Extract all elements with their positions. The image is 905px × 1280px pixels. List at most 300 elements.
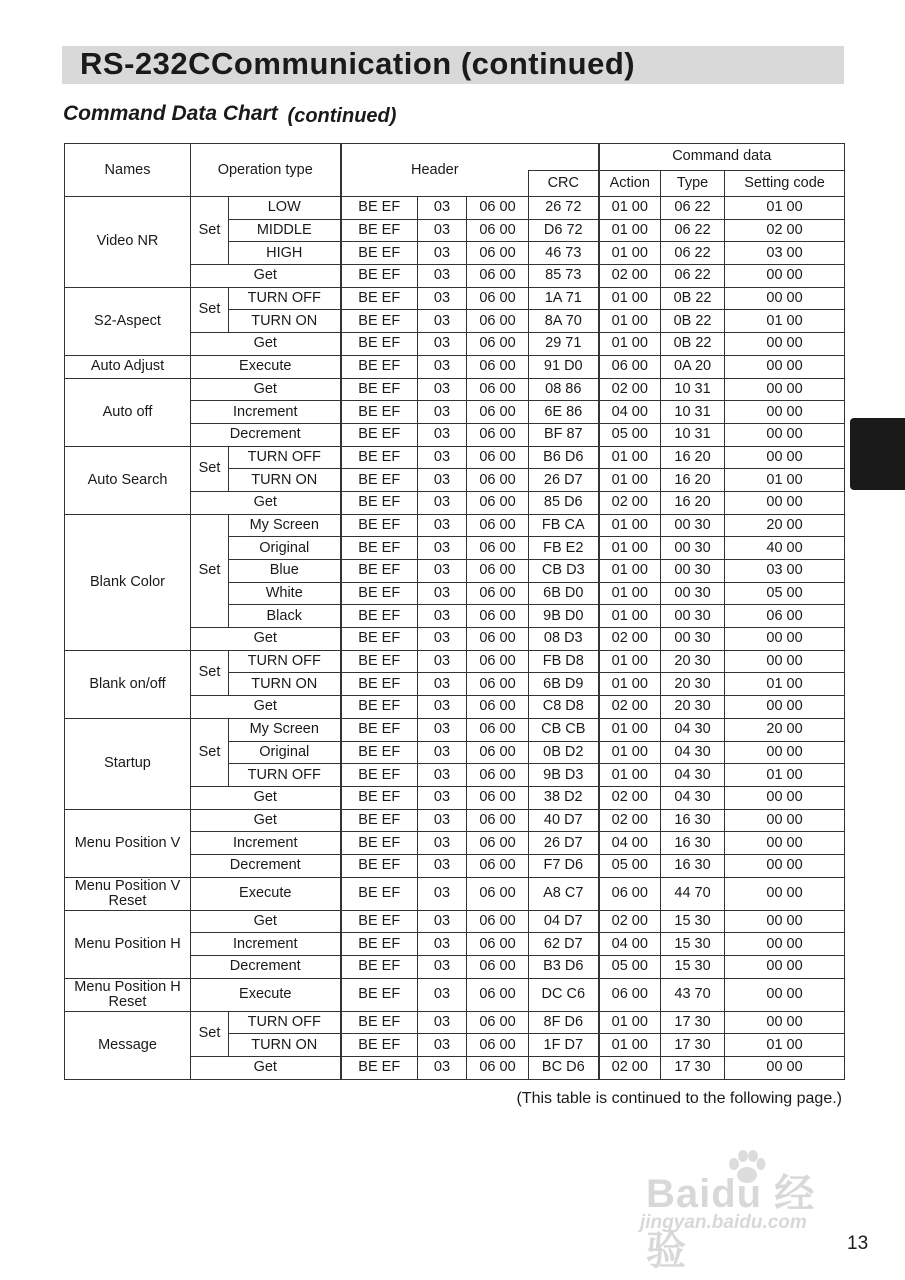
operation-set-cell: Set [191, 718, 229, 786]
operation-cell: Get [191, 491, 341, 514]
header-byte-cell: 06 00 [467, 956, 529, 979]
header-byte-cell: 03 [418, 355, 467, 378]
action-cell: 01 00 [599, 741, 661, 764]
operation-cell: Get [191, 378, 341, 401]
crc-cell: D6 72 [529, 219, 599, 242]
type-cell: 20 30 [661, 673, 725, 696]
header-byte-cell: 03 [418, 854, 467, 877]
action-cell: 01 00 [599, 1034, 661, 1057]
subtitle-main: Command Data Chart [63, 102, 278, 125]
setting-code-cell: 00 00 [725, 265, 845, 288]
header-operation-type: Operation type [191, 144, 341, 197]
action-cell: 02 00 [599, 378, 661, 401]
header-byte-cell: BE EF [341, 310, 418, 333]
header-byte-cell: 06 00 [467, 696, 529, 719]
operation-set-cell: Set [191, 197, 229, 265]
crc-cell: 26 D7 [529, 832, 599, 855]
type-cell: 00 30 [661, 605, 725, 628]
name-cell: Auto off [65, 378, 191, 446]
operation-option-cell: Original [229, 741, 341, 764]
header-byte-cell: 03 [418, 219, 467, 242]
action-cell: 01 00 [599, 560, 661, 583]
action-cell: 01 00 [599, 764, 661, 787]
type-cell: 06 22 [661, 219, 725, 242]
header-byte-cell: 06 00 [467, 809, 529, 832]
header-command-data: Command data [599, 144, 845, 171]
action-cell: 06 00 [599, 877, 661, 910]
setting-code-cell: 00 00 [725, 877, 845, 910]
operation-cell: Get [191, 1057, 341, 1080]
action-cell: 02 00 [599, 265, 661, 288]
action-cell: 02 00 [599, 809, 661, 832]
header-byte-cell: 06 00 [467, 933, 529, 956]
action-cell: 02 00 [599, 696, 661, 719]
setting-code-cell: 00 00 [725, 933, 845, 956]
crc-cell: C8 D8 [529, 696, 599, 719]
table-row [65, 978, 845, 1011]
type-cell: 0B 22 [661, 310, 725, 333]
table-row [65, 197, 845, 220]
setting-code-cell: 40 00 [725, 537, 845, 560]
setting-code-cell: 00 00 [725, 401, 845, 424]
watermark-url: jingyan.baidu.com [640, 1212, 807, 1233]
header-type: Type [661, 170, 725, 197]
type-cell: 04 30 [661, 786, 725, 809]
setting-code-cell: 00 00 [725, 786, 845, 809]
header-byte-cell: 06 00 [467, 242, 529, 265]
operation-set-cell: Set [191, 287, 229, 332]
operation-option-cell: TURN ON [229, 1034, 341, 1057]
type-cell: 43 70 [661, 978, 725, 1011]
setting-code-cell: 00 00 [725, 741, 845, 764]
crc-cell: 85 D6 [529, 491, 599, 514]
type-cell: 16 20 [661, 491, 725, 514]
action-cell: 01 00 [599, 650, 661, 673]
header-byte-cell: BE EF [341, 446, 418, 469]
setting-code-cell: 01 00 [725, 764, 845, 787]
command-data-table [64, 143, 845, 1080]
header-byte-cell: 03 [418, 469, 467, 492]
header-byte-cell: 03 [418, 741, 467, 764]
type-cell: 00 30 [661, 537, 725, 560]
action-cell: 05 00 [599, 423, 661, 446]
header-byte-cell: 06 00 [467, 560, 529, 583]
header-byte-cell: BE EF [341, 219, 418, 242]
type-cell: 04 30 [661, 718, 725, 741]
operation-option-cell: TURN ON [229, 673, 341, 696]
action-cell: 01 00 [599, 537, 661, 560]
operation-cell: Get [191, 696, 341, 719]
crc-cell: BF 87 [529, 423, 599, 446]
name-cell: Startup [65, 718, 191, 809]
header-action: Action [599, 170, 661, 197]
action-cell: 01 00 [599, 582, 661, 605]
table-row [65, 910, 845, 933]
action-cell: 01 00 [599, 718, 661, 741]
setting-code-cell: 01 00 [725, 310, 845, 333]
type-cell: 16 30 [661, 832, 725, 855]
header-byte-cell: 03 [418, 650, 467, 673]
header-byte-cell: 06 00 [467, 832, 529, 855]
operation-cell: Execute [191, 355, 341, 378]
header-byte-cell: BE EF [341, 673, 418, 696]
header-crc: CRC [529, 170, 599, 197]
action-cell: 01 00 [599, 1011, 661, 1034]
header-byte-cell: BE EF [341, 978, 418, 1011]
header-byte-cell: 06 00 [467, 469, 529, 492]
action-cell: 04 00 [599, 401, 661, 424]
type-cell: 04 30 [661, 741, 725, 764]
operation-option-cell: TURN OFF [229, 446, 341, 469]
header-byte-cell: 03 [418, 933, 467, 956]
type-cell: 10 31 [661, 423, 725, 446]
continuation-note: (This table is continued to the following page.) [516, 1090, 842, 1107]
header-byte-cell: 06 00 [467, 265, 529, 288]
action-cell: 06 00 [599, 355, 661, 378]
header-byte-cell: 06 00 [467, 1011, 529, 1034]
setting-code-cell: 00 00 [725, 378, 845, 401]
table-row [65, 877, 845, 910]
action-cell: 01 00 [599, 446, 661, 469]
crc-cell: 46 73 [529, 242, 599, 265]
type-cell: 15 30 [661, 956, 725, 979]
table-row [65, 718, 845, 741]
header-byte-cell: 03 [418, 877, 467, 910]
crc-cell: 6E 86 [529, 401, 599, 424]
header-byte-cell: 06 00 [467, 605, 529, 628]
crc-cell: 8F D6 [529, 1011, 599, 1034]
header-byte-cell: BE EF [341, 718, 418, 741]
header-byte-cell: 06 00 [467, 378, 529, 401]
type-cell: 04 30 [661, 764, 725, 787]
header-byte-cell: BE EF [341, 265, 418, 288]
action-cell: 01 00 [599, 197, 661, 220]
crc-cell: 38 D2 [529, 786, 599, 809]
setting-code-cell: 00 00 [725, 956, 845, 979]
crc-cell: B3 D6 [529, 956, 599, 979]
header-byte-cell: 06 00 [467, 491, 529, 514]
operation-cell: Execute [191, 978, 341, 1011]
action-cell: 05 00 [599, 854, 661, 877]
header-byte-cell: 03 [418, 401, 467, 424]
operation-set-cell: Set [191, 514, 229, 627]
header-byte-cell: 06 00 [467, 741, 529, 764]
name-cell: Auto Search [65, 446, 191, 514]
action-cell: 01 00 [599, 219, 661, 242]
operation-option-cell: Black [229, 605, 341, 628]
crc-cell: 08 86 [529, 378, 599, 401]
header-byte-cell: 06 00 [467, 764, 529, 787]
action-cell: 01 00 [599, 605, 661, 628]
crc-cell: 26 72 [529, 197, 599, 220]
header-byte-cell: BE EF [341, 1034, 418, 1057]
header-byte-cell: 03 [418, 287, 467, 310]
operation-cell: Get [191, 809, 341, 832]
setting-code-cell: 00 00 [725, 1011, 845, 1034]
setting-code-cell: 00 00 [725, 832, 845, 855]
header-byte-cell: 03 [418, 673, 467, 696]
header-byte-cell: 03 [418, 333, 467, 356]
crc-cell: 9B D3 [529, 764, 599, 787]
crc-cell: 26 D7 [529, 469, 599, 492]
name-cell: Auto Adjust [65, 355, 191, 378]
table-row [65, 287, 845, 310]
crc-cell: 6B D0 [529, 582, 599, 605]
action-cell: 01 00 [599, 287, 661, 310]
operation-cell: Get [191, 786, 341, 809]
header-byte-cell: BE EF [341, 401, 418, 424]
type-cell: 06 22 [661, 242, 725, 265]
table-row [65, 514, 845, 537]
operation-option-cell: My Screen [229, 718, 341, 741]
operation-cell: Decrement [191, 423, 341, 446]
crc-cell: 1A 71 [529, 287, 599, 310]
action-cell: 02 00 [599, 491, 661, 514]
table-row [65, 355, 845, 378]
header-byte-cell: 03 [418, 514, 467, 537]
header-byte-cell: BE EF [341, 491, 418, 514]
operation-option-cell: MIDDLE [229, 219, 341, 242]
action-cell: 01 00 [599, 469, 661, 492]
header-byte-cell: BE EF [341, 378, 418, 401]
header-byte-cell: 06 00 [467, 650, 529, 673]
operation-option-cell: TURN OFF [229, 764, 341, 787]
header-byte-cell: BE EF [341, 197, 418, 220]
type-cell: 17 30 [661, 1034, 725, 1057]
header-row-1 [65, 144, 845, 171]
setting-code-cell: 00 00 [725, 696, 845, 719]
type-cell: 0A 20 [661, 355, 725, 378]
header-byte-cell: BE EF [341, 933, 418, 956]
header-byte-cell: BE EF [341, 537, 418, 560]
operation-cell: Get [191, 265, 341, 288]
header-byte-cell: BE EF [341, 514, 418, 537]
setting-code-cell: 03 00 [725, 242, 845, 265]
header-byte-cell: 03 [418, 242, 467, 265]
header-byte-cell: 03 [418, 628, 467, 651]
header-byte-cell: 03 [418, 696, 467, 719]
header-byte-cell: 06 00 [467, 718, 529, 741]
header-byte-cell: 06 00 [467, 310, 529, 333]
header-byte-cell: BE EF [341, 469, 418, 492]
setting-code-cell: 02 00 [725, 219, 845, 242]
page-title: RS-232CCommunication (continued) [80, 46, 636, 81]
type-cell: 44 70 [661, 877, 725, 910]
page-number: 13 [847, 1233, 869, 1254]
operation-cell: Get [191, 910, 341, 933]
crc-cell: 40 D7 [529, 809, 599, 832]
header-header: Header [341, 144, 529, 197]
header-byte-cell: 03 [418, 1011, 467, 1034]
header-byte-cell: 06 00 [467, 854, 529, 877]
action-cell: 01 00 [599, 514, 661, 537]
setting-code-cell: 00 00 [725, 910, 845, 933]
setting-code-cell: 00 00 [725, 854, 845, 877]
header-byte-cell: BE EF [341, 1057, 418, 1080]
setting-code-cell: 01 00 [725, 469, 845, 492]
action-cell: 01 00 [599, 310, 661, 333]
setting-code-cell: 01 00 [725, 673, 845, 696]
name-cell: Menu Position V Reset [65, 877, 191, 910]
header-byte-cell: BE EF [341, 628, 418, 651]
header-byte-cell: 06 00 [467, 219, 529, 242]
header-setting-code: Setting code [725, 170, 845, 197]
type-cell: 16 30 [661, 854, 725, 877]
type-cell: 0B 22 [661, 287, 725, 310]
section-subtitle [63, 102, 396, 126]
crc-cell: A8 C7 [529, 877, 599, 910]
action-cell: 01 00 [599, 333, 661, 356]
header-byte-cell: 06 00 [467, 582, 529, 605]
operation-option-cell: LOW [229, 197, 341, 220]
action-cell: 05 00 [599, 956, 661, 979]
setting-code-cell: 00 00 [725, 287, 845, 310]
setting-code-cell: 06 00 [725, 605, 845, 628]
watermark-brand: Baidu 经验 [646, 1172, 816, 1273]
type-cell: 15 30 [661, 910, 725, 933]
header-byte-cell: 06 00 [467, 910, 529, 933]
header-byte-cell: 06 00 [467, 355, 529, 378]
operation-option-cell: TURN ON [229, 469, 341, 492]
header-byte-cell: 06 00 [467, 628, 529, 651]
table-row [65, 809, 845, 832]
operation-cell: Increment [191, 401, 341, 424]
type-cell: 17 30 [661, 1057, 725, 1080]
name-cell: Blank on/off [65, 650, 191, 718]
operation-cell: Execute [191, 877, 341, 910]
name-cell: Menu Position H [65, 910, 191, 978]
header-byte-cell: 03 [418, 446, 467, 469]
header-byte-cell: 06 00 [467, 287, 529, 310]
operation-set-cell: Set [191, 446, 229, 491]
crc-cell: CB CB [529, 718, 599, 741]
header-byte-cell: BE EF [341, 650, 418, 673]
header-byte-cell: 06 00 [467, 673, 529, 696]
crc-cell: 6B D9 [529, 673, 599, 696]
crc-cell: 8A 70 [529, 310, 599, 333]
crc-cell: 85 73 [529, 265, 599, 288]
header-byte-cell: 06 00 [467, 786, 529, 809]
crc-cell: 62 D7 [529, 933, 599, 956]
header-byte-cell: 06 00 [467, 1057, 529, 1080]
operation-option-cell: Original [229, 537, 341, 560]
header-byte-cell: BE EF [341, 764, 418, 787]
header-byte-cell: 03 [418, 956, 467, 979]
type-cell: 00 30 [661, 582, 725, 605]
crc-cell: FB E2 [529, 537, 599, 560]
operation-option-cell: Blue [229, 560, 341, 583]
operation-cell: Decrement [191, 956, 341, 979]
operation-option-cell: TURN ON [229, 310, 341, 333]
crc-cell: 29 71 [529, 333, 599, 356]
operation-set-cell: Set [191, 650, 229, 695]
setting-code-cell: 01 00 [725, 197, 845, 220]
header-byte-cell: BE EF [341, 333, 418, 356]
header-byte-cell: BE EF [341, 877, 418, 910]
header-byte-cell: 06 00 [467, 537, 529, 560]
header-byte-cell: 03 [418, 832, 467, 855]
name-cell: Menu Position H Reset [65, 978, 191, 1011]
table-row [65, 446, 845, 469]
action-cell: 01 00 [599, 242, 661, 265]
action-cell: 04 00 [599, 832, 661, 855]
header-byte-cell: 03 [418, 197, 467, 220]
operation-option-cell: TURN OFF [229, 287, 341, 310]
name-cell: Video NR [65, 197, 191, 288]
operation-cell: Get [191, 333, 341, 356]
header-byte-cell: 06 00 [467, 1034, 529, 1057]
table-row [65, 650, 845, 673]
header-byte-cell: 03 [418, 423, 467, 446]
operation-option-cell: TURN OFF [229, 650, 341, 673]
crc-cell: 91 D0 [529, 355, 599, 378]
header-byte-cell: BE EF [341, 605, 418, 628]
section-tab-marker [850, 418, 905, 490]
header-byte-cell: BE EF [341, 786, 418, 809]
header-byte-cell: BE EF [341, 854, 418, 877]
operation-cell: Increment [191, 933, 341, 956]
operation-set-cell: Set [191, 1011, 229, 1056]
header-byte-cell: 03 [418, 265, 467, 288]
type-cell: 20 30 [661, 650, 725, 673]
setting-code-cell: 20 00 [725, 514, 845, 537]
header-byte-cell: 03 [418, 786, 467, 809]
crc-cell: 9B D0 [529, 605, 599, 628]
header-byte-cell: 03 [418, 537, 467, 560]
header-byte-cell: 06 00 [467, 446, 529, 469]
header-byte-cell: 06 00 [467, 423, 529, 446]
operation-cell: Get [191, 628, 341, 651]
setting-code-cell: 00 00 [725, 423, 845, 446]
type-cell: 0B 22 [661, 333, 725, 356]
header-byte-cell: BE EF [341, 832, 418, 855]
crc-cell: 1F D7 [529, 1034, 599, 1057]
header-byte-cell: 03 [418, 1057, 467, 1080]
name-cell: Message [65, 1011, 191, 1079]
type-cell: 06 22 [661, 197, 725, 220]
action-cell: 06 00 [599, 978, 661, 1011]
header-byte-cell: BE EF [341, 242, 418, 265]
setting-code-cell: 20 00 [725, 718, 845, 741]
type-cell: 16 20 [661, 469, 725, 492]
action-cell: 02 00 [599, 628, 661, 651]
type-cell: 10 31 [661, 401, 725, 424]
header-byte-cell: BE EF [341, 423, 418, 446]
header-byte-cell: BE EF [341, 910, 418, 933]
setting-code-cell: 00 00 [725, 491, 845, 514]
header-byte-cell: 03 [418, 718, 467, 741]
action-cell: 02 00 [599, 910, 661, 933]
header-names: Names [65, 144, 191, 197]
subtitle-note: (continued) [287, 105, 397, 127]
name-cell: S2-Aspect [65, 287, 191, 355]
header-byte-cell: 06 00 [467, 877, 529, 910]
header-byte-cell: 03 [418, 491, 467, 514]
header-blank [529, 144, 599, 171]
setting-code-cell: 00 00 [725, 333, 845, 356]
crc-cell: 04 D7 [529, 910, 599, 933]
crc-cell: 08 D3 [529, 628, 599, 651]
name-cell: Blank Color [65, 514, 191, 650]
setting-code-cell: 00 00 [725, 978, 845, 1011]
setting-code-cell: 01 00 [725, 1034, 845, 1057]
header-byte-cell: BE EF [341, 809, 418, 832]
operation-cell: Increment [191, 832, 341, 855]
header-byte-cell: 03 [418, 560, 467, 583]
header-byte-cell: BE EF [341, 741, 418, 764]
operation-option-cell: TURN OFF [229, 1011, 341, 1034]
operation-option-cell: HIGH [229, 242, 341, 265]
